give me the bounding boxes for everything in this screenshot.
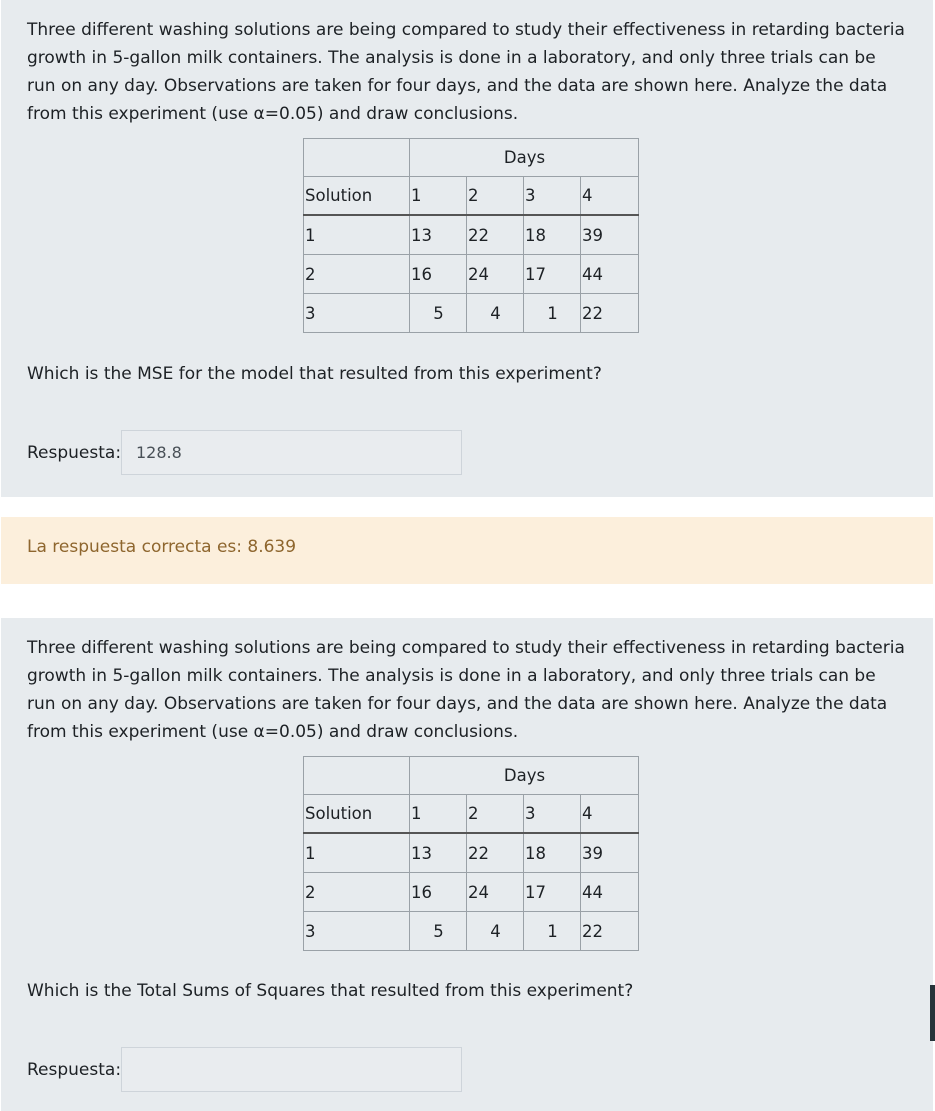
column-header: 4: [581, 795, 639, 834]
answer-row: [27, 430, 462, 475]
days-header: Days: [410, 757, 639, 795]
table-cell: 22: [581, 294, 639, 333]
table-cell: 18: [524, 215, 581, 255]
question-text: Three different washing solutions are being compared to study their effectiveness in retarding bacteria growth in 5-gallon milk containers. The analysis is done in a laboratory, and only three trials can be run on any day. Observations are taken for four days, and the data are shown here. Analyze the data from this experiment (use α=0.05) and draw conclusions.: [27, 638, 905, 742]
column-header: Solution: [304, 795, 410, 834]
question-text: Three different washing solutions are being compared to study their effectiveness in retarding bacteria growth in 5-gallon milk containers. The analysis is done in a laboratory, and only three trials can be run on any day. Observations are taken for four days, and the data are shown here. Analyze the data from this experiment (use α=0.05) and draw conclusions.: [27, 20, 905, 124]
table-cell: 24: [467, 873, 524, 912]
answer-input[interactable]: [121, 430, 462, 475]
days-header: Days: [410, 139, 639, 177]
answer-input[interactable]: [121, 1047, 462, 1092]
table-cell: 2: [304, 255, 410, 294]
table-cell: 44: [581, 255, 639, 294]
table-cell: 3: [304, 294, 410, 333]
table-cell: 5: [410, 294, 467, 333]
table-header-row: [304, 177, 639, 216]
table-cell: 1: [524, 912, 581, 951]
table-cell: 3: [304, 912, 410, 951]
table-cell: 44: [581, 873, 639, 912]
table-cell: 4: [467, 294, 524, 333]
table-cell: 1: [524, 294, 581, 333]
data-table: [303, 756, 639, 951]
answer-label: Respuesta:: [27, 1059, 122, 1080]
column-header: 2: [467, 795, 524, 834]
column-header: 1: [410, 177, 467, 216]
answer-label: Respuesta:: [27, 442, 122, 463]
table-cell: 16: [410, 873, 467, 912]
question-2: [1, 618, 933, 1111]
column-header: 1: [410, 795, 467, 834]
table-cell: 22: [467, 833, 524, 873]
table-header-row: [304, 795, 639, 834]
column-header: 3: [524, 177, 581, 216]
question-1: [1, 0, 933, 497]
table-row: [304, 912, 639, 951]
table-cell: 22: [467, 215, 524, 255]
column-header: 4: [581, 177, 639, 216]
column-header: 2: [467, 177, 524, 216]
table-cell: 16: [410, 255, 467, 294]
question-prompt: Which is the MSE for the model that resulted from this experiment?: [27, 364, 602, 384]
table-row: [304, 833, 639, 873]
table-cell: 1: [304, 215, 410, 255]
table-cell: 18: [524, 833, 581, 873]
feedback-box: [1, 517, 933, 584]
table-cell: 39: [581, 215, 639, 255]
table-cell: 17: [524, 255, 581, 294]
table-cell: 1: [304, 833, 410, 873]
table-corner-cell: [304, 139, 410, 177]
column-header: 3: [524, 795, 581, 834]
answer-row: [27, 1047, 462, 1092]
table-cell: 13: [410, 215, 467, 255]
table-cell: 13: [410, 833, 467, 873]
table-cell: 39: [581, 833, 639, 873]
correct-answer-text: La respuesta correcta es: 8.639: [27, 537, 297, 557]
table-cell: 24: [467, 255, 524, 294]
table-cell: 2: [304, 873, 410, 912]
table-cell: 22: [581, 912, 639, 951]
table-cell: 4: [467, 912, 524, 951]
question-prompt: Which is the Total Sums of Squares that resulted from this experiment?: [27, 981, 634, 1001]
table-row: [304, 215, 639, 255]
table-cell: 17: [524, 873, 581, 912]
scroll-indicator[interactable]: [930, 985, 935, 1041]
column-header: Solution: [304, 177, 410, 216]
table-corner-cell: [304, 757, 410, 795]
table-cell: 5: [410, 912, 467, 951]
table-row: [304, 255, 639, 294]
table-row: [304, 873, 639, 912]
table-row: [304, 294, 639, 333]
data-table: [303, 138, 639, 333]
